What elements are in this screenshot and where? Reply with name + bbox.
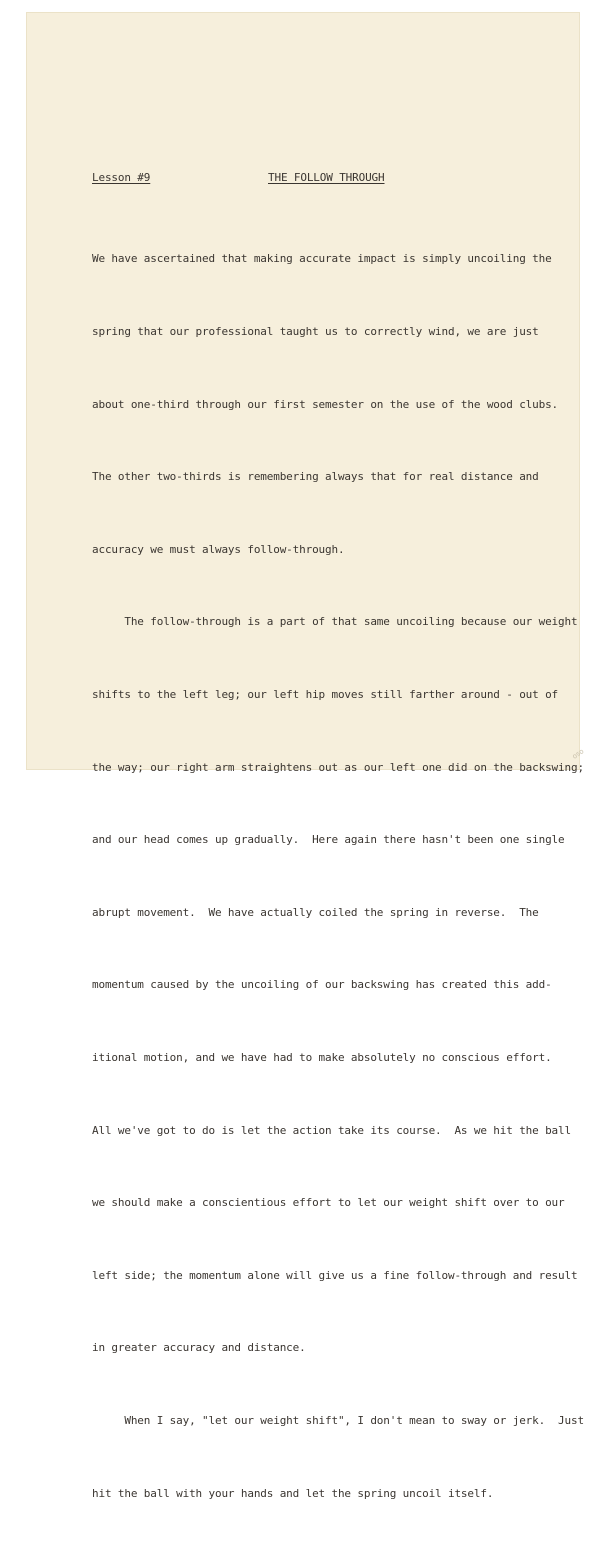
- text-line: the way; our right arm straightens out as our left one did on the backswing;: [92, 760, 584, 774]
- text-line: momentum caused by the uncoiling of our backswing has created this add-: [92, 978, 552, 992]
- lesson-body: [92, 199, 584, 1554]
- text-line: abrupt movement. We have actually coiled the spring in reverse. The: [92, 905, 539, 919]
- archival-pencil-mark: oso: [570, 747, 586, 761]
- lesson-number: Lesson #9: [92, 171, 151, 184]
- text-line: we should make a conscientious effort to let our weight shift over to our: [92, 1196, 565, 1210]
- text-line: about one-third through our first semester on the use of the wood clubs.: [92, 397, 559, 411]
- text-line: shifts to the left leg; our left hip moves still farther around - out of: [92, 687, 559, 701]
- text-line: The other two-thirds is remembering always that for real distance and: [92, 470, 539, 484]
- text-line: The follow-through is a part of that same uncoiling because our weight: [92, 615, 578, 629]
- lesson-title: THE FOLLOW THROUGH: [268, 171, 385, 184]
- text-line: accuracy we must always follow-through.: [92, 542, 345, 556]
- text-line: spring that our professional taught us to correctly wind, we are just: [92, 325, 539, 338]
- text-line: and our head comes up gradually. Here again there hasn't been one single: [92, 833, 565, 847]
- text-line: hit the ball with your hands and let the spring uncoil itself.: [92, 1486, 494, 1500]
- typewritten-page: [26, 12, 586, 1500]
- text-line: When I say, "let our weight shift", I don't mean to sway or jerk. Just: [92, 1413, 584, 1427]
- text-line: itional motion, and we have had to make absolutely no conscious effort.: [92, 1050, 552, 1064]
- text-line: All we've got to do is let the action take its course. As we hit the ball: [92, 1123, 571, 1137]
- text-line: left side; the momentum alone will give us a fine follow-through and result: [92, 1268, 578, 1282]
- text-line: in greater accuracy and distance.: [92, 1341, 306, 1355]
- text-line: We have ascertained that making accurate impact is simply uncoiling the: [92, 252, 552, 266]
